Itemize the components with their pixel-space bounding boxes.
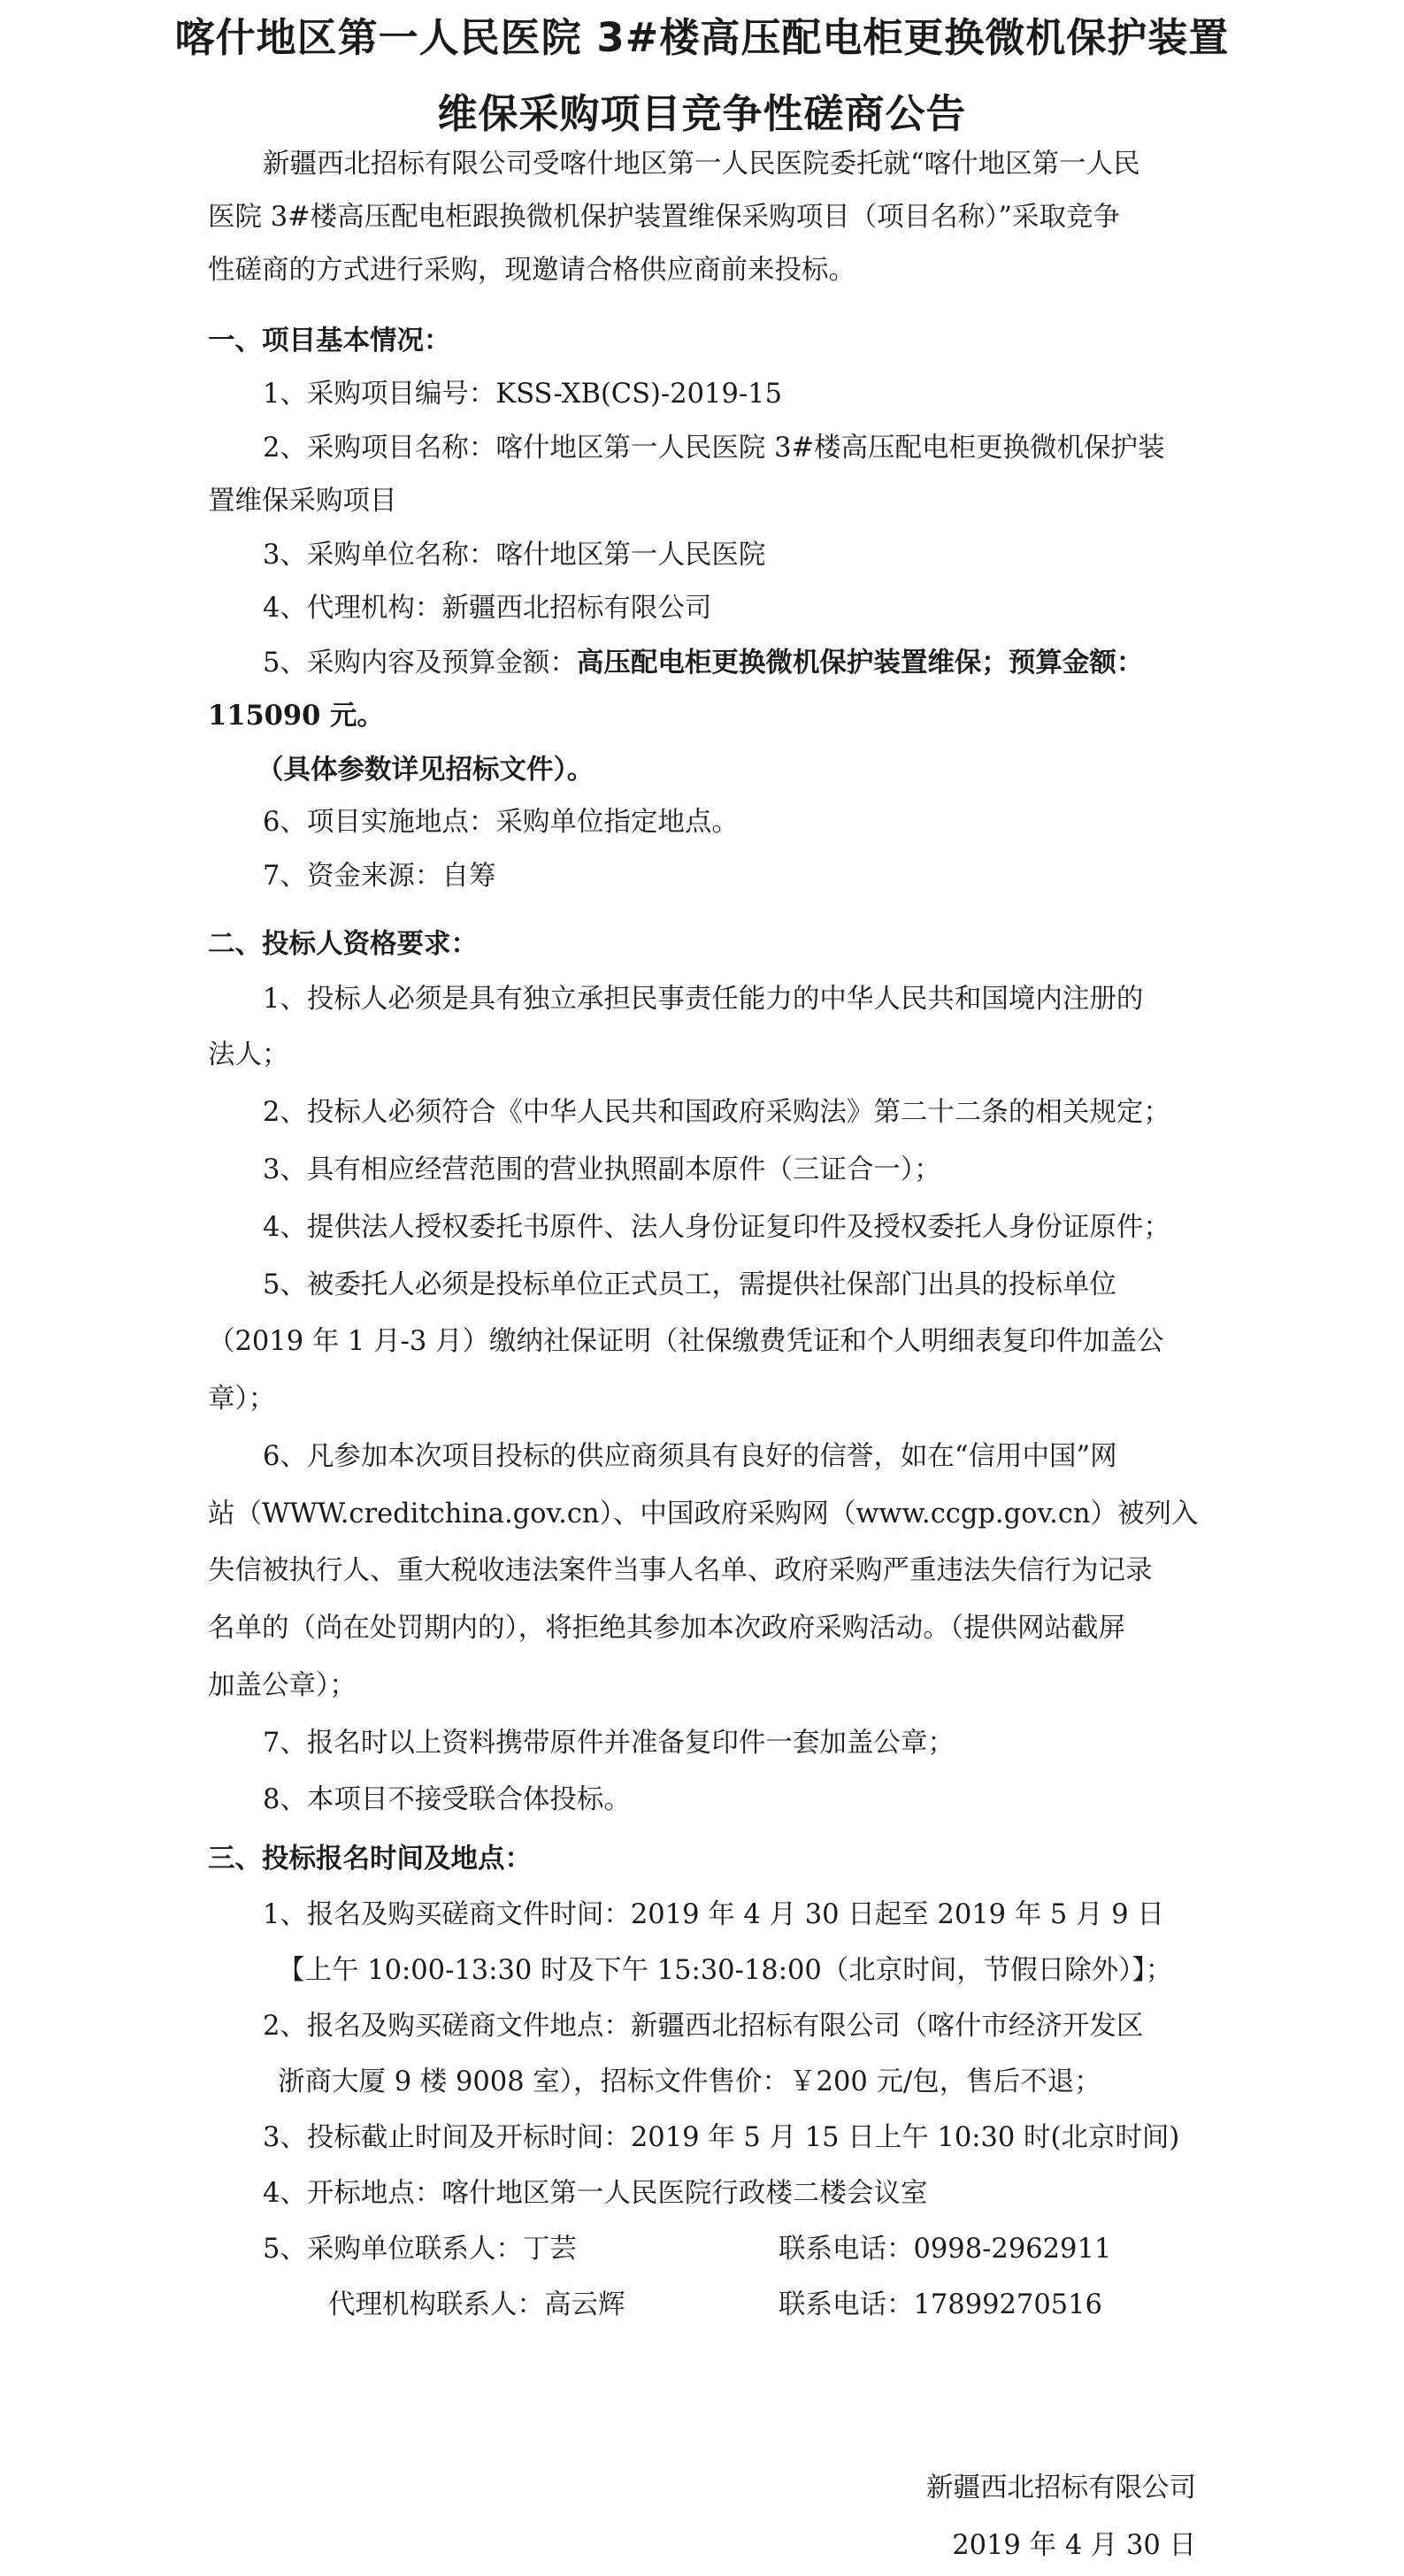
signature-company: 新疆西北招标有限公司 [926,2472,1196,2503]
s3-contact-2-label: 代理机构联系人：高云辉 [328,2289,625,2320]
s2-item-5a: 5、被委托人必须是投标单位正式员工，需提供社保部门出具的投标单位 [263,1269,1116,1300]
s1-item-2a: 2、采购项目名称：喀什地区第一人民医院 3#楼高压配电柜更换微机保护装 [263,433,1165,464]
s2-item-6c: 失信被执行人、重大税收违法案件当事人名单、政府采购严重违法失信行为记录 [208,1555,1153,1586]
s2-item-6d: 名单的（尚在处罚期内的），将拒绝其参加本次政府采购活动。（提供网站截屏 [208,1613,1125,1644]
section-2-heading: 二、投标人资格要求： [208,929,478,960]
s2-item-6a: 6、凡参加本次项目投标的供应商须具有良好的信誉，如在“信用中国”网 [263,1441,1117,1472]
s1-item-3: 3、采购单位名称：喀什地区第一人民医院 [263,540,766,571]
s2-item-4: 4、提供法人授权委托书原件、法人身份证复印件及授权委托人身份证原件； [263,1212,1170,1243]
s1-item-5-bold: 高压配电柜更换微机保护装置维保；预算金额： [576,647,1144,678]
s2-item-6b: 站（WWW.creditchina.gov.cn）、中国政府采购网（www.ccgp.gov.cn）被列入 [208,1499,1199,1530]
s1-item-4: 4、代理机构：新疆西北招标有限公司 [263,593,712,624]
s1-item-5 [263,645,1143,681]
s3-contact-2-phone: 联系电话：17899270516 [779,2289,1102,2320]
s1-item-5-prefix: 5、采购内容及预算金额： [263,648,577,678]
s3-item-3: 3、投标截止时间及开标时间：2019 年 5 月 15 日上午 10:30 时(北京时间) [263,2122,1180,2153]
s3-item-2b: 浙商大厦 9 楼 9008 室），招标文件售价：￥200 元/包，售后不退； [278,2066,1101,2097]
intro-line-1: 新疆西北招标有限公司受喀什地区第一人民医院委托就“喀什地区第一人民 [263,149,1140,180]
s2-item-1a: 1、投标人必须是具有独立承担民事责任能力的中华人民共和国境内注册的 [263,984,1144,1015]
s3-item-2a: 2、报名及购买磋商文件地点：新疆西北招标有限公司（喀什市经济开发区 [263,2011,1144,2042]
s1-item-5-cont: 115090 元。 [208,700,384,732]
s2-item-6e: 加盖公章）； [208,1670,357,1701]
s3-contact-1-phone: 联系电话：0998-2962911 [779,2234,1112,2265]
intro-line-3: 性磋商的方式进行采购，现邀请合格供应商前来投标。 [208,255,855,286]
s3-item-1a: 1、报名及购买磋商文件时间：2019 年 4 月 30 日起至 2019 年 5 月 9 日 [263,1899,1164,1930]
intro-line-2: 医院 3#楼高压配电柜跟换微机保护装置维保采购项目（项目名称）”采取竞争 [208,202,1120,233]
s1-item-6: 6、项目实施地点：采购单位指定地点。 [263,807,739,838]
document-title-line-2: 维保采购项目竞争性磋商公告 [437,90,967,137]
s2-item-7: 7、报名时以上资料携带原件并准备复印件一套加盖公章； [263,1728,955,1759]
document-title-line-1: 喀什地区第一人民医院 3#楼高压配电柜更换微机保护装置 [174,14,1230,61]
s2-item-5c: 章）； [208,1384,276,1414]
s1-item-7: 7、资金来源：自筹 [263,861,496,892]
s2-item-5b: （2019 年 1 月-3 月）缴纳社保证明（社保缴费凭证和个人明细表复印件加盖公 [208,1326,1164,1357]
s3-item-1b: 【上午 10:00-13:30 时及下午 15:30-18:00（北京时间，节假日除外）】； [278,1955,1173,1986]
section-3-heading: 三、投标报名时间及地点： [208,1844,532,1874]
s1-item-5-note: （具体参数详见招标文件）。 [257,754,595,786]
s2-item-3: 3、具有相应经营范围的营业执照副本原件（三证合一）； [263,1154,941,1185]
signature-date: 2019 年 4 月 30 日 [952,2530,1196,2561]
s2-item-2: 2、投标人必须符合《中华人民共和国政府采购法》第二十二条的相关规定； [263,1097,1170,1128]
section-1-heading: 一、项目基本情况： [208,326,451,356]
s1-item-1: 1、采购项目编号：KSS-XB(CS)-2019-15 [263,379,782,410]
s3-item-4: 4、开标地点：喀什地区第一人民医院行政楼二楼会议室 [263,2178,928,2209]
s1-item-2b: 置维保采购项目 [208,486,397,517]
s3-contact-1-label: 5、采购单位联系人：丁芸 [263,2234,577,2265]
s2-item-1b: 法人； [208,1039,289,1070]
s2-item-8: 8、本项目不接受联合体投标。 [263,1784,631,1815]
